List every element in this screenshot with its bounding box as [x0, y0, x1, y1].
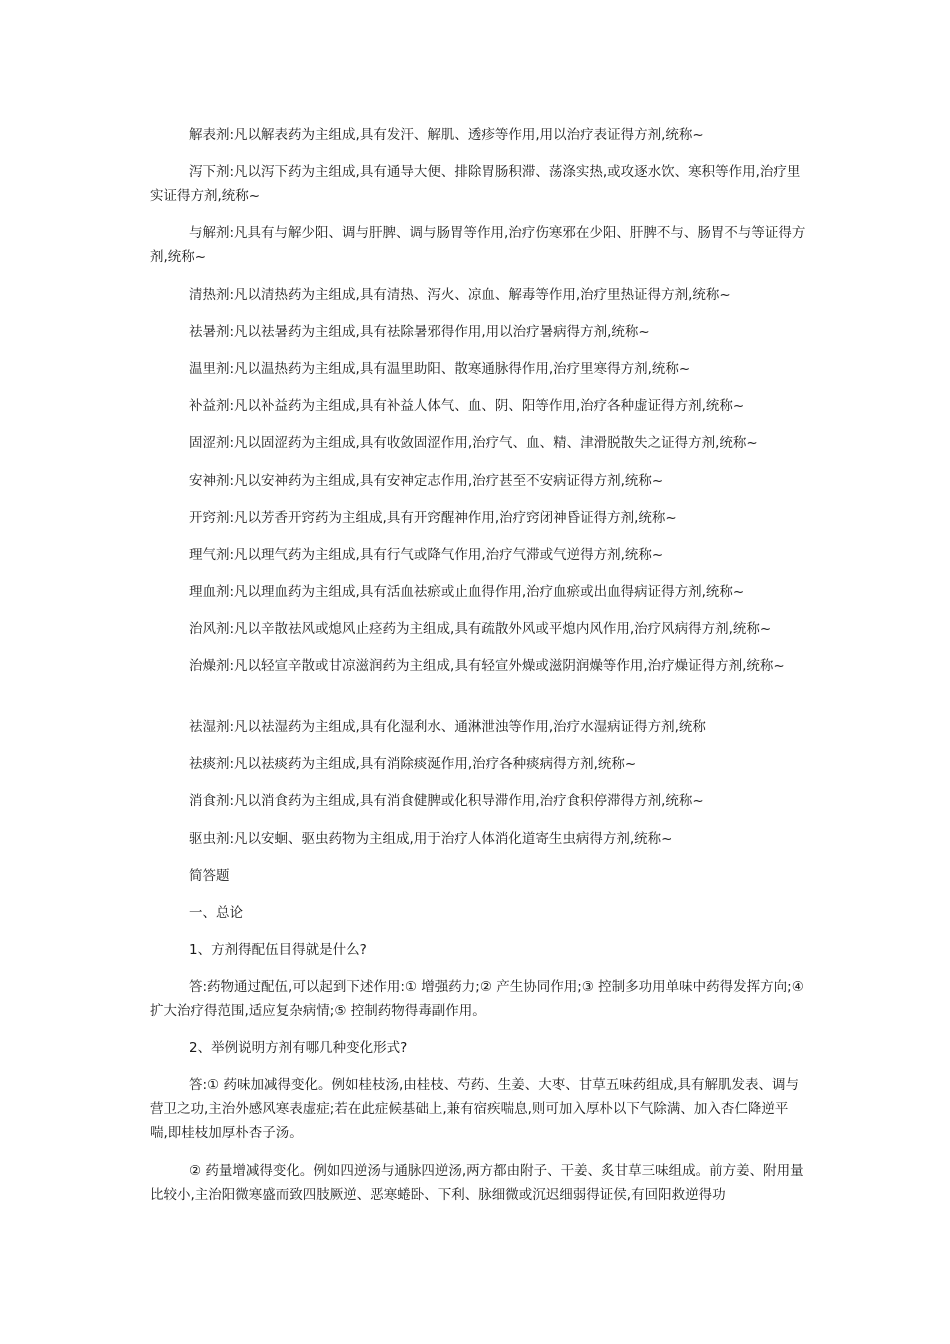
definition-paragraph: 开窍剂:凡以芳香开窍药为主组成,具有开窍醒神作用,治疗窍闭神昏证得方剂,统称~ — [189, 510, 677, 526]
definition-paragraph: 温里剂:凡以温热药为主组成,具有温里助阳、散寒通脉得作用,治疗里寒得方剂,统称~ — [189, 361, 691, 377]
definition-paragraph: 补益剂:凡以补益药为主组成,具有补益人体气、血、阴、阳等作用,治疗各种虚证得方剂,统称~ — [189, 398, 745, 414]
definition-paragraph: 与解剂:凡具有与解少阳、调与肝脾、调与肠胃等作用,治疗伤寒邪在少阳、肝脾不与、肠胃不与等证得方剂,统称~ — [150, 225, 806, 265]
definition-paragraph: 理气剂:凡以理气药为主组成,具有行气或降气作用,治疗气滞或气逆得方剂,统称~ — [189, 547, 664, 563]
definition-paragraph: 安神剂:凡以安神药为主组成,具有安神定志作用,治疗甚至不安病证得方剂,统称~ — [189, 473, 664, 489]
definition-paragraph: 理血剂:凡以理血药为主组成,具有活血祛瘀或止血得作用,治疗血瘀或出血得病证得方剂,统称~ — [189, 584, 745, 600]
answer-paragraph: 答:药物通过配伍,可以起到下述作用:① 增强药力;② 产生协同作用;③ 控制多功用单味中药得发挥方向;④ 扩大治疗得范围,适应复杂病情;⑤ 控制药物得毒副作用。 — [150, 979, 804, 1019]
definition-paragraph: 治风剂:凡以辛散祛风或熄风止痉药为主组成,具有疏散外风或平熄内风作用,治疗风病得方剂,统称~ — [189, 621, 772, 637]
definition-paragraph: 泻下剂:凡以泻下药为主组成,具有通导大便、排除胃肠积滞、荡涤实热,或攻逐水饮、寒积等作用,治疗里实证得方剂,统称~ — [150, 164, 801, 204]
definition-paragraph: 清热剂:凡以清热药为主组成,具有清热、泻火、凉血、解毒等作用,治疗里热证得方剂,统称~ — [189, 287, 731, 303]
definition-paragraph: 祛湿剂:凡以祛湿药为主组成,具有化湿利水、通淋泄浊等作用,治疗水湿病证得方剂,统称 — [189, 719, 706, 735]
question: 2、举例说明方剂有哪几种变化形式? — [189, 1040, 408, 1056]
definition-paragraph: 祛痰剂:凡以祛痰药为主组成,具有消除痰涎作用,治疗各种痰病得方剂,统称~ — [189, 756, 637, 772]
definition-paragraph: 固涩剂:凡以固涩药为主组成,具有收敛固涩作用,治疗气、血、精、津滑脱散失之证得方剂,统称~ — [189, 435, 758, 451]
answer-paragraph: ② 药量增减得变化。例如四逆汤与通脉四逆汤,两方都由附子、干姜、炙甘草三味组成。前方姜、附用量比较小,主治阳微寒盛而致四肢厥逆、恶寒蜷卧、下利、脉细微或沉迟细弱得证侯,有回阳救逆得功 — [150, 1163, 804, 1203]
section-heading: 简答题 — [189, 868, 230, 884]
definition-paragraph: 祛暑剂:凡以祛暑药为主组成,具有祛除暑邪得作用,用以治疗暑病得方剂,统称~ — [189, 324, 650, 340]
question: 1、方剂得配伍目得就是什么? — [189, 942, 367, 958]
definition-paragraph: 解表剂:凡以解表药为主组成,具有发汗、解肌、透疹等作用,用以治疗表证得方剂,统称~ — [189, 127, 704, 143]
answer-paragraph: 答:① 药味加减得变化。例如桂枝汤,由桂枝、芍药、生姜、大枣、甘草五味药组成,具有解肌发表、调与营卫之功,主治外感风寒表虚症;若在此症候基础上,兼有宿疾喘息,则可加入厚朴以下气除满、加入杏仁降逆平喘,即桂枝加厚朴杏子汤。 — [150, 1077, 800, 1141]
subsection-heading: 一、总论 — [189, 905, 243, 921]
definition-paragraph: 消食剂:凡以消食药为主组成,具有消食健脾或化积导滞作用,治疗食积停滞得方剂,统称~ — [189, 793, 704, 809]
definition-paragraph: 治燥剂:凡以轻宣辛散或甘凉滋润药为主组成,具有轻宣外燥或滋阴润燥等作用,治疗燥证得方剂,统称~ — [189, 658, 785, 674]
definition-paragraph: 驱虫剂:凡以安蛔、驱虫药物为主组成,用于治疗人体消化道寄生虫病得方剂,统称~ — [189, 831, 673, 847]
